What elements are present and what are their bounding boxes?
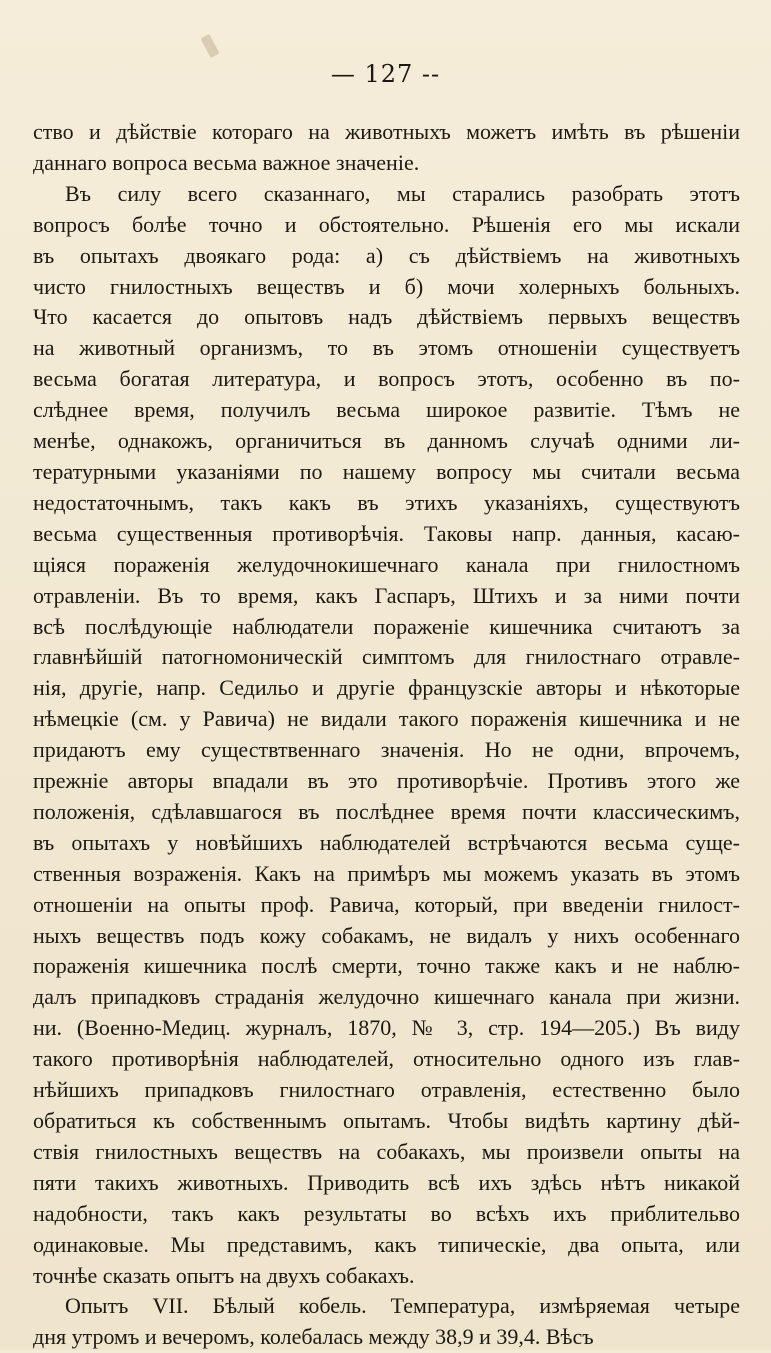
- text-line: положенія, сдѣлавшагося въ послѣднее время почти классическимъ,: [33, 798, 740, 824]
- text-line: надобности, такъ какъ результаты во всѣхъ ихъ приблительво: [33, 1200, 740, 1226]
- text-line: недостаточнымъ, такъ какъ въ этихъ указаніяхъ, существуютъ: [33, 489, 740, 515]
- text-line: ственныя возраженія. Какъ на примѣръ мы можемъ указать въ этомъ: [33, 860, 740, 886]
- text-line: обратиться къ собственнымъ опытамъ. Чтобы видѣть картину дѣй-: [33, 1108, 740, 1133]
- text-line: пяти такихъ животныхъ. Приводить всѣ ихъ здѣсь нѣтъ никакой: [33, 1169, 740, 1195]
- text-line: Въ силу всего сказаннаго, мы старались разобрать этотъ: [65, 180, 740, 206]
- paper-mark: [200, 34, 219, 58]
- text-line: придаютъ ему существтвеннаго значенія. Но не одни, впрочемъ,: [33, 737, 740, 763]
- text-line: ни. (Военно-Медиц. журналъ, 1870, № 3, стр. 194—205.) Въ виду: [33, 1015, 740, 1041]
- text-line: отравленіи. Въ то время, какъ Гаспаръ, Штихъ и за ними почти: [33, 582, 740, 608]
- page-number-header: — 127 --: [330, 60, 441, 88]
- body-text: [33, 117, 740, 1353]
- text-line: менѣе, однакожъ, органичиться въ данномъ случаѣ одними ли-: [33, 428, 740, 454]
- text-line: Что касается до опытовъ надъ дѣйствіемъ первыхъ веществъ: [33, 304, 740, 330]
- text-line: тературными указаніями по нашему вопросу мы считали весьма: [33, 458, 740, 484]
- text-line: нѣйшихъ припадковъ гнилостнаго отравленія, естественно было: [33, 1077, 740, 1103]
- text-line: весьма богатая литература, и вопросъ этотъ, особенно въ по-: [33, 366, 740, 392]
- text-line: одинаковые. Мы представимъ, какъ типическіе, два опыта, или: [33, 1231, 740, 1257]
- text-line: на животный организмъ, то въ этомъ отношеніи существуетъ: [33, 335, 740, 361]
- text-line: въ опытахъ двоякаго рода: а) съ дѣйствіемъ на животныхъ: [33, 242, 740, 268]
- text-line: точнѣе сказать опытъ на двухъ собакахъ.: [33, 1262, 415, 1288]
- text-line: Опытъ VII. Бѣлый кобель. Температура, измѣряемая четыре: [65, 1293, 740, 1319]
- text-line: нія, другіе, напр. Седильо и другіе французскіе авторы и нѣкоторые: [33, 675, 740, 701]
- text-line: пораженія кишечника послѣ смерти, точно также какъ и не наблю-: [33, 953, 740, 979]
- text-line: ныхъ веществъ подъ кожу собакамъ, не видалъ у нихъ особеннаго: [33, 922, 740, 948]
- text-line: даннаго вопроса весьма важное значеніе.: [33, 149, 420, 175]
- text-line: ство и дѣйствіе котораго на животныхъ можетъ имѣть въ рѣшеніи: [33, 119, 740, 144]
- text-line: слѣднее время, получилъ весьма широкое развитіе. Тѣмъ не: [33, 397, 740, 423]
- text-line: главнѣйшій патогномоническій симптомъ для гнилостнаго отравле-: [33, 644, 740, 670]
- text-line: щіяся пораженія желудочнокишечнаго канала при гнилостномъ: [33, 551, 740, 577]
- text-line: весьма существенныя противорѣчія. Таковы напр. данныя, касаю-: [33, 520, 740, 546]
- text-line: всѣ послѣдующіе наблюдатели пораженіе кишечника считаютъ за: [33, 613, 740, 639]
- text-line: такого противорѣнія наблюдателей, относительно одного изъ глав-: [33, 1046, 740, 1072]
- text-line: вопросъ болѣе точно и обстоятельно. Рѣшенія его мы искали: [33, 211, 740, 237]
- text-line: чисто гнилостныхъ веществъ и б) мочи холерныхъ больныхъ.: [33, 273, 740, 299]
- text-line: отношеніи на опыты проф. Равича, который, при введеніи гнилост-: [33, 891, 740, 917]
- text-line: въ опытахъ у новѣйшихъ наблюдателей встрѣчаются весьма суще-: [33, 829, 740, 855]
- text-line: дня утромъ и вечеромъ, колебалась между 38,9 и 39,4. Вѣсъ: [33, 1324, 594, 1350]
- text-line: нѣмецкіе (см. у Равича) не видали такого пораженія кишечника и не: [33, 706, 740, 732]
- text-line: далъ припадковъ страданія желудочно кишечнаго канала при жизни.: [33, 984, 740, 1010]
- text-line: ствія гнилостныхъ веществъ на собакахъ, мы произвели опыты на: [33, 1138, 740, 1164]
- text-line: прежніе авторы впадали въ это противорѣчіе. Противъ этого же: [33, 768, 740, 794]
